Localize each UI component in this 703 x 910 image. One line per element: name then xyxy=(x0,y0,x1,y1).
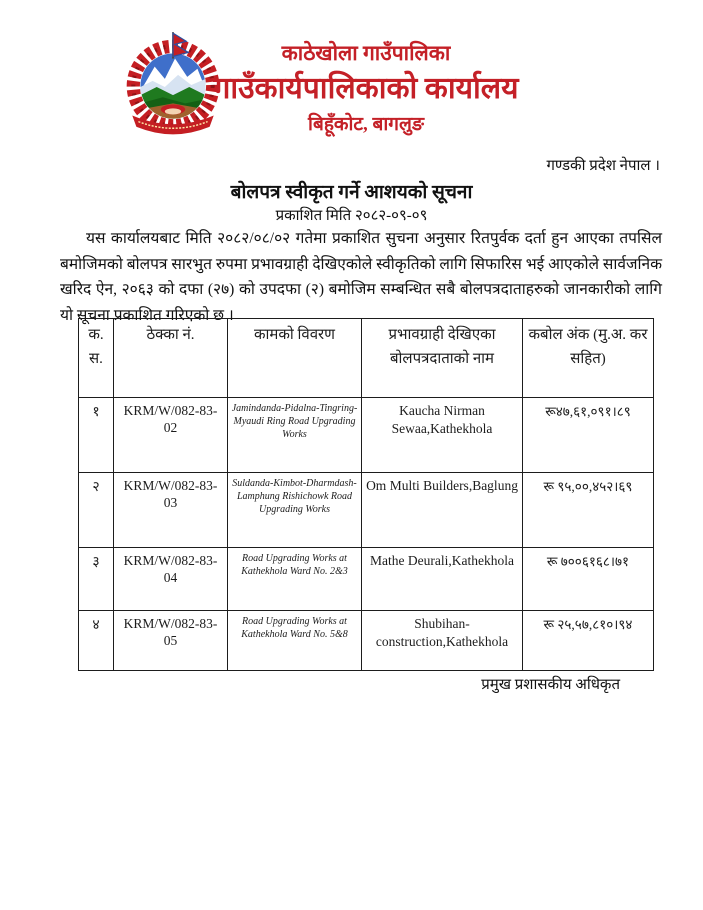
table-cell-work: Suldanda-Kimbot-Dharmdash-Lamphung Rishichowk Road Upgrading Works xyxy=(228,473,362,548)
tender-table xyxy=(78,318,654,671)
published-date: प्रकाशित मिति २०८२-०९-०९ xyxy=(275,208,428,224)
table-cell-work: Road Upgrading Works at Kathekhola Ward No. 2&3 xyxy=(228,548,362,611)
header-bidder: प्रभावग्राही देखिएका बोलपत्रदाताको नाम xyxy=(362,319,523,398)
municipality-name: काठेखोला गाउँपालिका xyxy=(281,41,451,65)
table-row xyxy=(79,611,654,671)
notice-title: बोलपत्र स्वीकृत गर्ने आशयको सूचना xyxy=(230,182,473,203)
table-cell-contract-no: KRM/W/082-83-05 xyxy=(114,611,228,671)
letterhead xyxy=(120,38,612,140)
table-cell-amount: रू४७,६१,०९१।८९ xyxy=(523,398,654,473)
table-cell-amount: रू ७००६१६८।७१ xyxy=(523,548,654,611)
table-cell-sn: ३ xyxy=(79,548,114,611)
signature-line: प्रमुख प्रशासकीय अधिकृत xyxy=(481,677,620,693)
province-line: गण्डकी प्रदेश नेपाल । xyxy=(546,158,660,174)
header-sn: क. स. xyxy=(79,319,114,398)
table-cell-amount: रू २५,५७,८१०।९४ xyxy=(523,611,654,671)
table-cell-bidder: Kaucha Nirman Sewaa,Kathekhola xyxy=(362,398,523,473)
office-address: बिहूँकोट, बागलुङ xyxy=(308,114,424,135)
notice-body-paragraph: यस कार्यालयबाट मिति २०८२/०८/०२ गतेमा प्रकाशित सुचना अनुसार रितपुर्वक दर्ता हुन आएका तपसिल बमोजिमको बोलपत्र सारभुत रुपमा प्रभावग्राही देखिएकोले स्वीकृतिको लागि सिफारिस भई आएकोले सार्वजनिक खरिद ऐन, २०६३ को दफा (२७) को उपदफा (२) बमोजिम सम्बन्धित सबै बोलपत्रदाताहरुको जानकारीको लागि यो सूचना प्रकाशित गरिएको छ । xyxy=(60,230,662,324)
table-cell-amount: रू ९५,००,४५२।६९ xyxy=(523,473,654,548)
table-cell-sn: १ xyxy=(79,398,114,473)
table-cell-bidder: Mathe Deurali,Kathekhola xyxy=(362,548,523,611)
table-row xyxy=(79,473,654,548)
office-name: गाउँकार्यपालिकाको कार्यालय xyxy=(213,72,519,105)
table-cell-work: Road Upgrading Works at Kathekhola Ward No. 5&8 xyxy=(228,611,362,671)
table-cell-sn: ४ xyxy=(79,611,114,671)
table-cell-contract-no: KRM/W/082-83-04 xyxy=(114,548,228,611)
table-cell-bidder: Shubihan-construction,Kathekhola xyxy=(362,611,523,671)
table-header-row xyxy=(79,319,654,398)
table-cell-contract-no: KRM/W/082-83-02 xyxy=(114,398,228,473)
table-cell-contract-no: KRM/W/082-83-03 xyxy=(114,473,228,548)
table-cell-work: Jamindanda-Pidalna-Tingring-Myaudi Ring Road Upgrading Works xyxy=(228,398,362,473)
header-amount: कबोल अंक (मु.अ. कर सहित) xyxy=(523,319,654,398)
header-contract-no: ठेक्का नं. xyxy=(114,319,228,398)
table-row xyxy=(79,398,654,473)
table-cell-sn: २ xyxy=(79,473,114,548)
header-work: कामको विवरण xyxy=(228,319,362,398)
table-row xyxy=(79,548,654,611)
table-cell-bidder: Om Multi Builders,Baglung xyxy=(362,473,523,548)
